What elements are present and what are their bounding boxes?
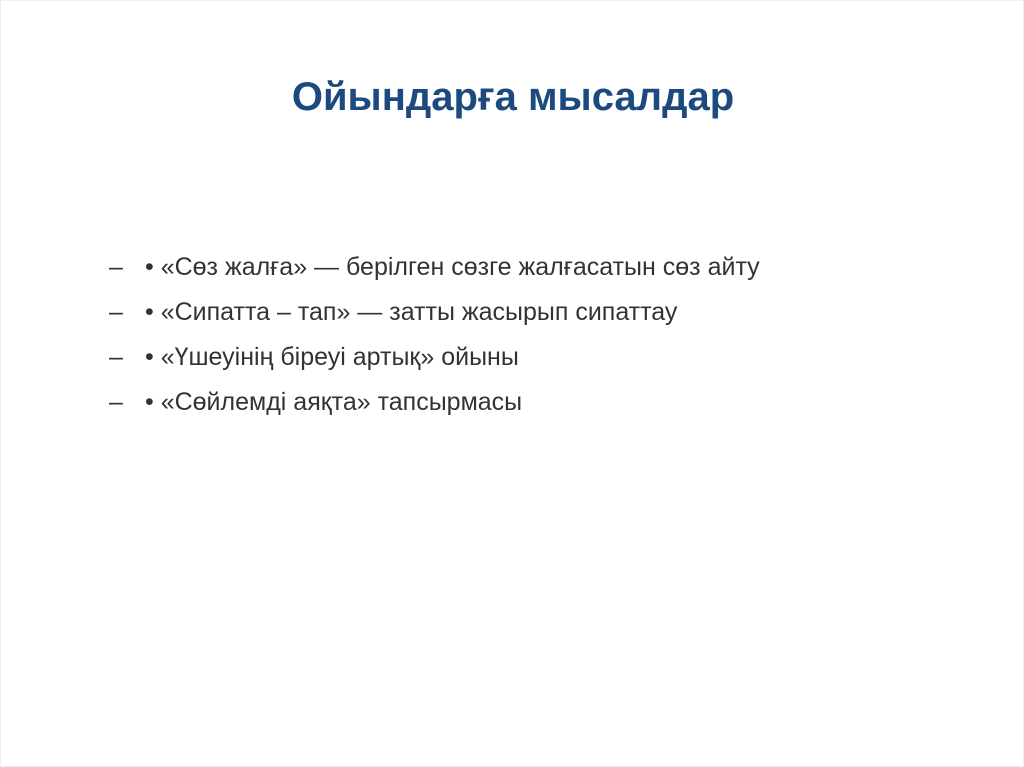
list-item — [109, 335, 929, 380]
dash-marker: – — [109, 298, 123, 326]
list-item-text: • «Сөз жалға» — берілген сөзге жалғасатын сөз айту — [145, 253, 760, 281]
list-item — [109, 245, 929, 290]
bullet-list — [109, 245, 929, 425]
slide-title: Ойындарға мысалдар — [291, 75, 735, 119]
list-item-text: • «Сипатта – тап» — затты жасырып сипаттау — [145, 298, 678, 326]
list-item — [109, 380, 929, 425]
list-item-text: • «Үшеуінің біреуі артық» ойыны — [145, 343, 519, 371]
dash-marker: – — [109, 343, 123, 371]
list-item-text: • «Сөйлемді аяқта» тапсырмасы — [145, 388, 523, 416]
dash-marker: – — [109, 253, 123, 281]
list-item — [109, 290, 929, 335]
dash-marker: – — [109, 388, 123, 416]
